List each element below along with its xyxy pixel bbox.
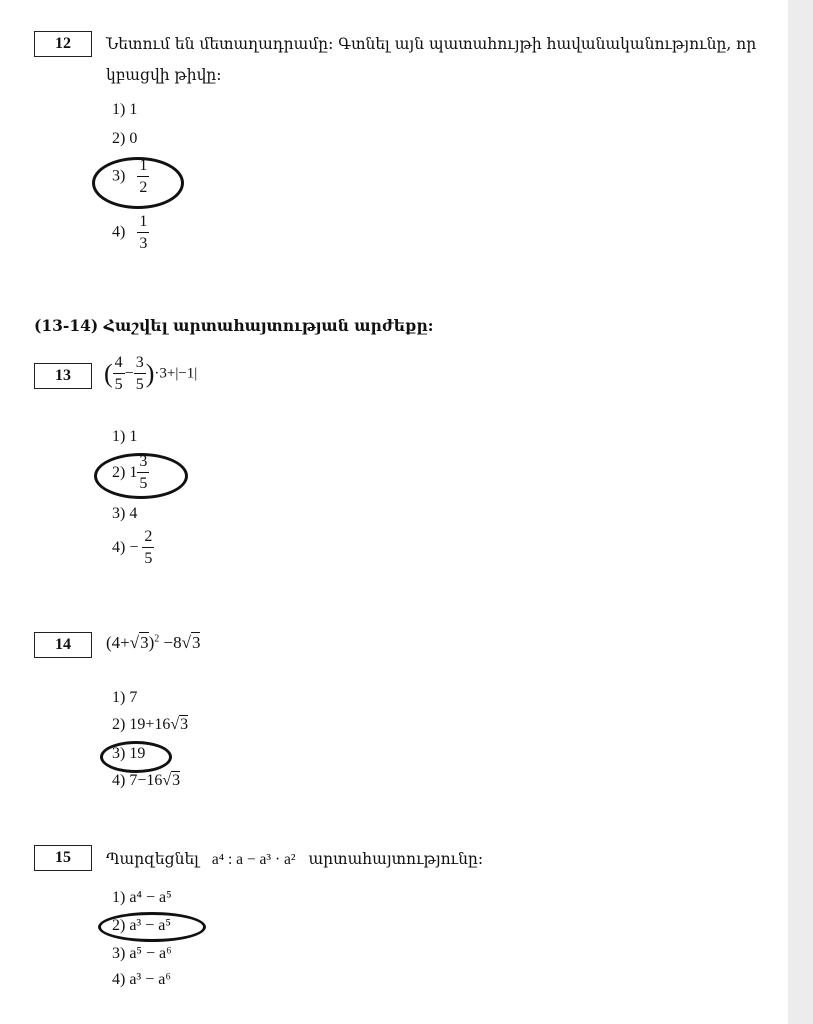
radicand: 3	[172, 772, 181, 789]
answer-option[interactable]: 2) a³ − a⁵	[112, 917, 171, 934]
answer-option[interactable]: 1) 1	[112, 101, 138, 118]
answer-option[interactable]: 3) a⁵ − a⁶	[112, 945, 172, 962]
scroll-gutter	[788, 0, 813, 1024]
question-number: 13	[55, 367, 71, 384]
radicand: 3	[191, 633, 201, 652]
denominator: 5	[114, 376, 123, 393]
denominator: 5	[139, 475, 148, 492]
question-lead: Պարզեցնել	[106, 850, 199, 868]
question-text: կբացվի թիվը:	[106, 66, 222, 84]
question-number: 12	[55, 35, 71, 52]
option-label: 2) 19+16	[112, 716, 171, 733]
radicand: 3	[180, 716, 189, 733]
answer-option[interactable]: 2) 0	[112, 130, 138, 147]
answer-circle	[98, 912, 206, 942]
numerator: 1	[137, 158, 149, 177]
answer-option[interactable]	[112, 529, 154, 567]
answer-option[interactable]: 3) 4	[112, 505, 138, 522]
numerator: 4	[113, 355, 125, 374]
answer-circle	[94, 453, 188, 499]
exponent: 2	[154, 633, 160, 645]
option-label: 4) 7−16	[112, 772, 163, 789]
option-label: 2) 1	[112, 464, 138, 481]
section-heading: (13-14) Հաշվել արտահայտության արժեքը:	[34, 316, 434, 335]
answer-option[interactable]: 1) a⁴ − a⁵	[112, 889, 172, 906]
denominator: 3	[139, 235, 148, 252]
answer-option[interactable]: 1) 1	[112, 428, 138, 445]
question-number-box	[34, 363, 92, 389]
answer-option[interactable]: 2) 19+16√3	[112, 716, 189, 733]
fraction	[142, 529, 154, 567]
numerator: 3	[137, 454, 149, 473]
math-expression: ( $\frac{4}{5}$ − $\frac{3}{5}$ )·3+|−1|	[104, 354, 198, 393]
answer-option[interactable]	[112, 214, 149, 252]
expr-part: −8	[159, 633, 182, 652]
expr-part: )	[148, 633, 155, 652]
question-number-box	[34, 31, 92, 57]
answer-option[interactable]: 1) 7	[112, 689, 138, 706]
question-text: Նետում են մետաղադրամը: Գտնել այն պատահույթի հավանականությունը, որ	[106, 35, 757, 53]
math-expression: $(4+√3)^2 -8√3$	[106, 633, 201, 652]
option-label: 4) −	[112, 539, 139, 556]
question-tail: արտահայտությունը:	[308, 850, 484, 868]
numerator: 3	[134, 355, 146, 374]
denominator: 5	[135, 376, 144, 393]
answer-option[interactable]: 4) a³ − a⁶	[112, 971, 171, 988]
answer-option[interactable]: 3) 19	[112, 745, 146, 762]
numerator: 1	[137, 214, 149, 233]
question-number-box	[34, 632, 92, 658]
question-number: 15	[55, 849, 71, 866]
numerator: 2	[142, 529, 154, 548]
option-label: 4)	[112, 223, 126, 241]
denominator: 2	[139, 179, 148, 196]
option-label: 3)	[112, 167, 126, 185]
expr-part: (4+	[106, 633, 130, 652]
answer-circle	[92, 157, 184, 209]
math-expression: a⁴ : a − a³ · a²	[211, 851, 296, 868]
fraction	[137, 214, 149, 252]
expression-tail: ·3+|−1|	[154, 365, 198, 382]
radicand: 3	[140, 633, 149, 652]
question-text	[106, 850, 483, 869]
denominator: 5	[144, 550, 153, 567]
question-number-box	[34, 845, 92, 871]
question-number: 14	[55, 636, 71, 653]
answer-option[interactable]: 4) 7−16√3	[112, 772, 181, 789]
answer-circle	[100, 741, 172, 773]
